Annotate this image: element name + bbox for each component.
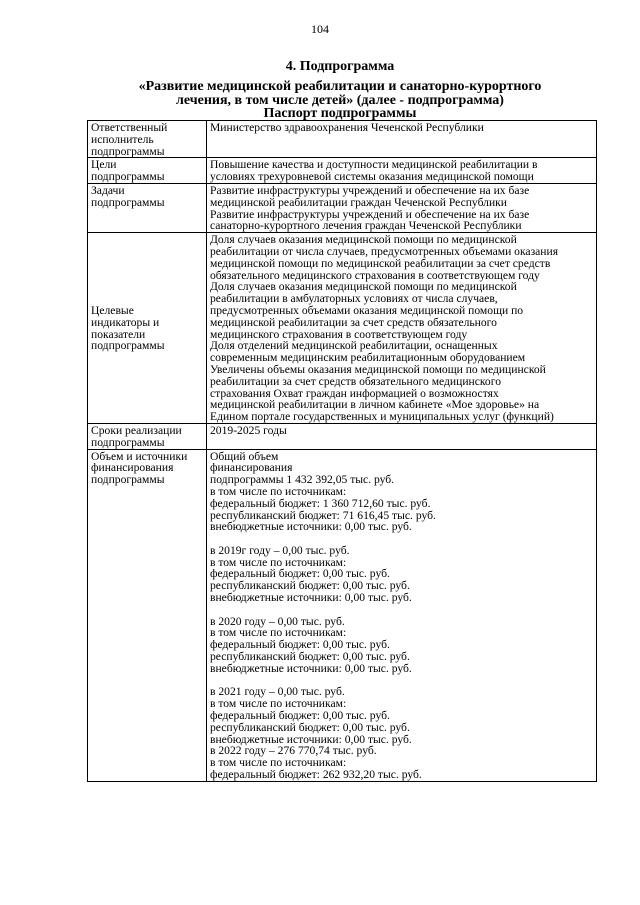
row-value-cell — [207, 183, 597, 232]
row-value-line: медицинской реабилитации граждан Чеченской Республики — [210, 195, 508, 209]
row-label-line: Задачи — [91, 183, 125, 197]
row-value-line: внебюджетные источники: 0,00 тыс. руб. — [210, 661, 412, 675]
passport-heading: Паспорт подпрограммы — [263, 106, 417, 121]
row-timeline — [88, 423, 597, 449]
blank-line — [210, 604, 593, 616]
row-value-line: 2019-2025 годы — [210, 423, 287, 437]
row-value-line: медицинской реабилитации за счет средств обязательного — [210, 315, 497, 329]
row-label-line: Цели — [91, 158, 117, 172]
row-label-cell — [88, 183, 207, 232]
row-value-line: Развитие инфраструктуры учреждений и обеспечение на их базе — [210, 207, 530, 221]
row-value-line: реабилитации в амбулаторных условиях от числа случаев, — [210, 292, 498, 306]
row-value-line: федеральный бюджет: 0,00 тыс. руб. — [210, 567, 390, 581]
row-value-line: медицинской реабилитации в личном кабинете «Мое здоровье» на — [210, 398, 540, 412]
row-value-line: Едином портале государственных и муниципальных услуг (функций) — [210, 410, 554, 424]
row-value-cell — [207, 121, 597, 158]
row-value-line: медицинской помощи по медицинской реабилитации за счет средств — [210, 256, 551, 270]
row-value-line: подпрограммы 1 432 392,05 тыс. руб. — [210, 473, 395, 487]
row-value-line: Доля отделений медицинской реабилитации, оснащенных — [210, 339, 498, 353]
row-label-line: подпрограммы — [91, 435, 165, 449]
row-value-cell — [207, 423, 597, 449]
row-value-line: федеральный бюджет: 0,00 тыс. руб. — [210, 638, 390, 652]
row-value-line: республиканский бюджет: 0,00 тыс. руб. — [210, 579, 410, 593]
row-label-line: подпрограммы — [91, 473, 165, 487]
row-label-cell — [88, 423, 207, 449]
row-value-line: внебюджетные источники: 0,00 тыс. руб. — [210, 591, 412, 605]
row-label-line: подпрограммы — [91, 195, 165, 209]
row-value-cell — [207, 233, 597, 424]
row-value-line: федеральный бюджет: 1 360 712,60 тыс. руб. — [210, 496, 431, 510]
row-label-line: Ответственный — [91, 121, 168, 134]
row-value-line: в 2022 году – 276 770,74 тыс. руб. — [210, 744, 377, 758]
row-value-line: в том числе по источникам: — [210, 697, 347, 711]
row-label-line: индикаторы и — [91, 315, 160, 329]
row-value-line: Доля случаев оказания медицинской помощи по медицинской — [210, 233, 517, 247]
row-value-line: Общий объем — [210, 449, 279, 463]
row-value-line: внебюджетные источники: 0,00 тыс. руб. — [210, 520, 412, 534]
row-value-line: финансирования — [210, 461, 293, 475]
row-value-line: в 2019г году – 0,00 тыс. руб. — [210, 543, 350, 557]
row-value-line: современным медицинским реабилитационным оборудованием — [210, 351, 526, 365]
row-label-line: подпрограммы — [91, 144, 165, 158]
row-value-line: республиканский бюджет: 0,00 тыс. руб. — [210, 650, 410, 664]
subprogram-name-line-1: «Развитие медицинской реабилитации и санаторно-курортного — [138, 79, 542, 94]
row-label-line: показатели — [91, 327, 146, 341]
row-value-line: медицинского страхования в соответствующем году — [210, 327, 468, 341]
row-value-line: федеральный бюджет: 0,00 тыс. руб. — [210, 709, 390, 723]
row-value-line: в 2020 году – 0,00 тыс. руб. — [210, 614, 345, 628]
passport-table — [87, 120, 597, 782]
row-value-line: Увеличены объемы оказания медицинской помощи по медицинской — [210, 362, 546, 376]
row-value-line: страхования Охват граждан информацией о возможностях — [210, 386, 499, 400]
section-title: 4. Подпрограмма — [285, 59, 395, 74]
row-label-cell — [88, 158, 207, 184]
row-value-line: Развитие инфраструктуры учреждений и обеспечение на их базе — [210, 183, 530, 197]
row-value-line: реабилитации за счет средств обязательного медицинского — [210, 374, 501, 388]
row-value-line: в том числе по источникам: — [210, 484, 347, 498]
row-label-line: Объем и источники — [91, 449, 188, 463]
row-label-line: Сроки реализации — [91, 423, 182, 437]
row-value-line: в том числе по источникам: — [210, 626, 347, 640]
row-financing — [88, 449, 597, 781]
row-value-line: в 2021 году – 0,00 тыс. руб. — [210, 685, 345, 699]
row-label-line: Целевые — [91, 303, 134, 317]
row-responsible-executor — [88, 121, 597, 158]
row-label-line: исполнитель — [91, 132, 154, 146]
row-value-line: реабилитации от числа случаев, предусмотренных объемами оказания — [210, 244, 559, 258]
row-value-line: республиканский бюджет: 0,00 тыс. руб. — [210, 720, 410, 734]
row-value-line: санаторно-курортного лечения граждан Чеченской Республики — [210, 219, 522, 233]
row-indicators — [88, 233, 597, 424]
row-label-line: подпрограммы — [91, 339, 165, 353]
row-value-line: внебюджетные источники: 0,00 тыс. руб. — [210, 732, 412, 746]
row-label-line: подпрограммы — [91, 170, 165, 184]
row-label-cell — [88, 121, 207, 158]
row-label-cell — [88, 233, 207, 424]
row-value-line: Повышение качества и доступности медицинской реабилитации в — [210, 158, 538, 172]
row-label-cell — [88, 449, 207, 781]
row-value-line: условиях трехуровневой системы оказания медицинской помощи — [210, 170, 534, 184]
row-tasks — [88, 183, 597, 232]
row-value-cell — [207, 158, 597, 184]
row-goals — [88, 158, 597, 184]
page-number: 104 — [311, 22, 329, 36]
row-value-line: Министерство здравоохранения Чеченской Республики — [210, 121, 484, 134]
row-value-line: обязательного медицинского страхования в соответствующем году — [210, 268, 540, 282]
row-value-line: республиканский бюджет: 71 616,45 тыс. руб. — [210, 508, 436, 522]
row-value-line: в том числе по источникам: — [210, 756, 347, 770]
row-value-line: предусмотренных объемами оказания медицинской помощи по — [210, 303, 524, 317]
row-value-line: федеральный бюджет: 262 932,20 тыс. руб. — [210, 768, 422, 782]
row-value-cell — [207, 449, 597, 781]
row-value-line: Доля случаев оказания медицинской помощи по медицинской — [210, 280, 517, 294]
row-label-line: финансирования — [91, 461, 174, 475]
row-value-line: в том числе по источникам: — [210, 555, 347, 569]
subprogram-name-line-2: лечения, в том числе детей» (далее - подпрограмма) — [176, 93, 504, 108]
